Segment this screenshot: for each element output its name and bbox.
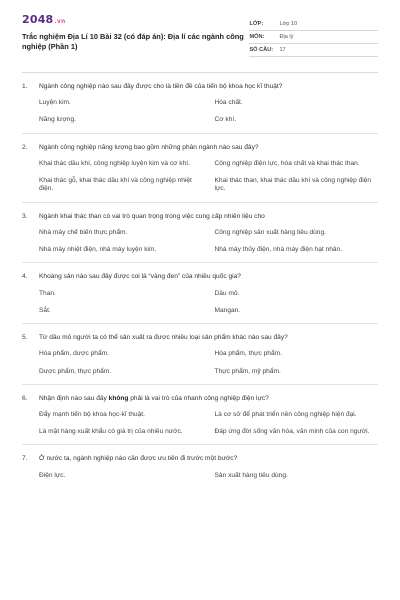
question-text: Ngành công nghiệp năng lượng bao gồm những phân ngành nào sau đây?	[39, 143, 259, 151]
logo-suffix: .vn	[54, 18, 66, 25]
question-head	[22, 334, 378, 342]
answer-options	[22, 99, 378, 124]
question-head	[22, 455, 378, 463]
question-number: 4.	[22, 273, 28, 281]
answer-option[interactable]: Là mặt hàng xuất khẩu có giá trị của nhiều nước.	[39, 428, 183, 436]
question-head	[22, 213, 378, 221]
answer-options	[22, 290, 378, 315]
question-text	[39, 395, 378, 403]
answer-option[interactable]: Hóa chất.	[214, 99, 243, 107]
answer-options	[22, 160, 378, 194]
meta-row-count	[249, 44, 378, 57]
answer-option[interactable]: Đẩy mạnh tiến bộ khoa học-kĩ thuật.	[39, 410, 145, 418]
answer-option[interactable]: Dược phẩm, thực phẩm.	[39, 367, 112, 375]
answer-option[interactable]: Hóa phẩm, dược phẩm.	[39, 350, 109, 358]
answer-option[interactable]: Điện lực.	[39, 471, 66, 479]
answer-options	[22, 472, 378, 480]
question-4	[22, 273, 378, 324]
question-number: 3.	[22, 212, 28, 220]
question-number: 2.	[22, 143, 28, 151]
question-1	[22, 83, 378, 134]
question-text: Ở nước ta, ngành nghiệp nào cần được ưu tiên đi trước một bước?	[39, 455, 238, 463]
question-text: Khoáng sản nào sau đây được coi là “vàng đen” của nhiều quốc gia?	[39, 273, 241, 281]
question-text: Ngành công nghiệp nào sau đây được cho là tiền đề của tiến bộ khoa học kĩ thuật?	[39, 83, 283, 90]
answer-option[interactable]: Khai thác gỗ, khai thác dầu khí và công nghiệp nhiệt điện.	[39, 177, 192, 193]
meta-row-subject	[249, 31, 378, 44]
meta-value: Lớp 10	[279, 20, 298, 27]
question-head	[22, 144, 378, 152]
answer-option[interactable]: Năng lượng.	[39, 116, 76, 124]
question-6	[22, 395, 378, 446]
answer-option[interactable]: Khai thác dầu khí, công nghiệp luyện kim và cơ khí.	[39, 159, 190, 167]
answer-option[interactable]: Mangan.	[214, 306, 241, 314]
meta-key: LỚP:	[249, 20, 264, 27]
page-title: Trắc nghiệm Địa Lí 10 Bài 32 (có đáp án): Địa lí các ngành công nghiệp (Phần 1)	[22, 32, 244, 51]
meta-key: MÔN:	[249, 33, 265, 40]
answer-option[interactable]: Hóa phẩm, thực phẩm.	[214, 350, 282, 358]
meta-value: Địa lý	[279, 33, 294, 40]
answer-option[interactable]: Công nghiệp điện lực, hóa chất và khai thác than.	[214, 159, 360, 167]
answer-options	[22, 229, 378, 254]
page-header	[22, 14, 378, 66]
meta-row-class	[249, 18, 378, 31]
answer-option[interactable]: Thực phẩm, mỹ phẩm.	[214, 367, 281, 375]
question-text-after: phải là vai trò của nhanh công nghiệp điện lực?	[128, 394, 269, 402]
question-number: 1.	[22, 83, 28, 90]
question-7	[22, 455, 378, 487]
answer-option[interactable]: Đáp ứng đời sống văn hóa, văn minh của con người.	[214, 428, 370, 436]
question-text: Từ dầu mỏ người ta có thể sản xuất ra được nhiều loại sản phẩm khác nào sau đây?	[39, 334, 288, 342]
answer-options	[22, 350, 378, 375]
answer-option[interactable]: Sắt.	[39, 306, 51, 314]
answer-option[interactable]: Nhà máy nhiệt điện, nhà máy luyện kim.	[39, 246, 157, 254]
meta-value: 17	[279, 46, 286, 53]
header-divider	[22, 72, 378, 73]
question-head	[22, 83, 378, 91]
answer-option[interactable]: Sản xuất hàng tiêu dùng.	[214, 471, 288, 479]
meta-key: SỐ CÂU:	[249, 46, 274, 53]
question-number: 6.	[22, 394, 28, 402]
site-logo[interactable]: 2048.vn	[22, 13, 66, 26]
question-text: Ngành khai thác than có vai trò quan trọng trong việc cung cấp nhiên liệu cho	[39, 212, 265, 220]
question-2	[22, 144, 378, 203]
answer-option[interactable]: Nhà máy thủy điện, nhà máy điện hạt nhân.	[214, 246, 343, 254]
question-head	[22, 273, 378, 281]
answer-option[interactable]: Than.	[39, 289, 56, 297]
brand-column	[22, 14, 249, 52]
question-3	[22, 213, 378, 264]
answer-option[interactable]: Công nghiệp sản xuất hàng tiêu dùng.	[214, 228, 326, 236]
meta-table	[249, 18, 378, 57]
answer-option[interactable]: Cơ khí.	[214, 116, 237, 124]
question-5	[22, 334, 378, 385]
answer-option[interactable]: Là cơ sở để phát triển nền công nghiệp hiện đại.	[214, 410, 357, 418]
question-number: 7.	[22, 455, 28, 463]
question-number: 5.	[22, 334, 28, 342]
answer-option[interactable]: Nhà máy chế biến thực phẩm.	[39, 228, 128, 236]
answer-option[interactable]: Dầu mỏ.	[214, 289, 240, 297]
answer-option[interactable]: Luyện kim.	[39, 99, 71, 107]
answer-option[interactable]: Khai thác than, khai thác dầu khí và công nghiệp điện lực.	[214, 177, 372, 193]
answer-options	[22, 411, 378, 436]
question-text-emphasis: không	[108, 394, 129, 402]
question-text-before: Nhận định nào sau đây	[39, 394, 109, 402]
question-head	[22, 395, 378, 403]
